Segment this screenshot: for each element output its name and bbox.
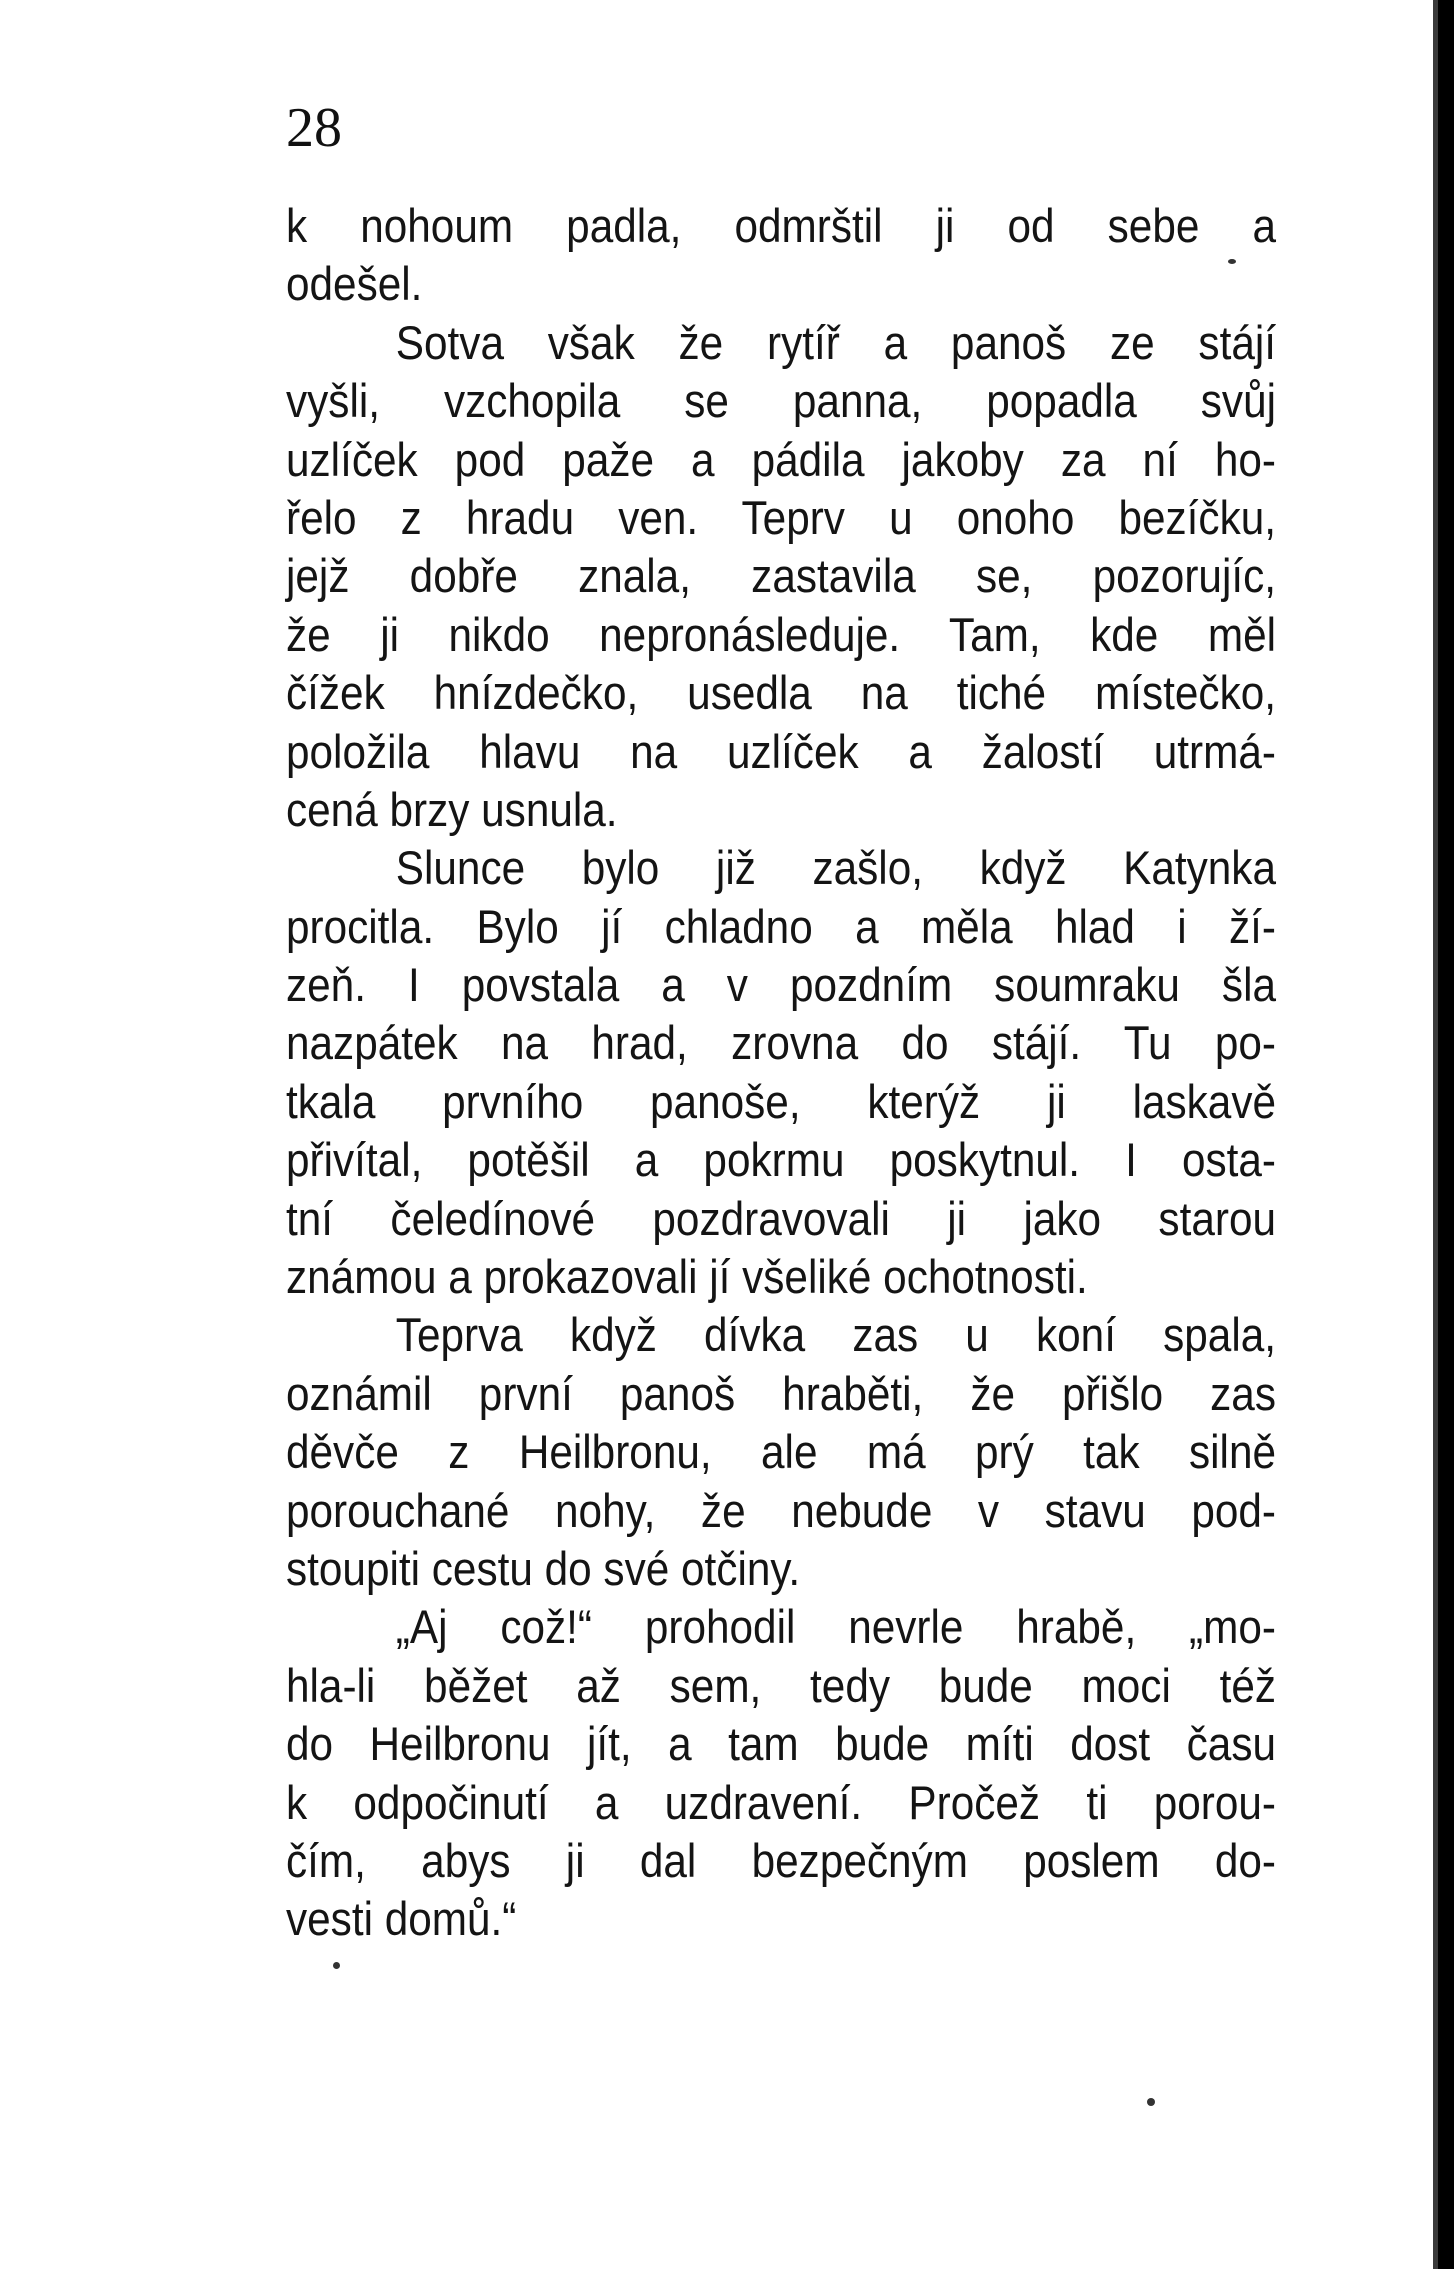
text-line: Teprva když dívka zas u koní spala, (395, 1308, 1276, 1362)
text-line: do Heilbronu jít, a tam bude míti dost času (286, 1717, 1276, 1771)
scan-border (1438, 0, 1454, 2269)
text-line: tní čeledínové pozdravovali ji jako starou (286, 1191, 1276, 1245)
text-line: že ji nikdo nepronásleduje. Tam, kde měl (286, 607, 1276, 661)
text-line: čím, abys ji dal bezpečným poslem do- (286, 1833, 1276, 1887)
text-line: nazpátek na hrad, zrovna do stájí. Tu po- (286, 1016, 1276, 1070)
text-line: řelo z hradu ven. Teprv u onoho bezíčku, (286, 490, 1276, 544)
text-line: přivítal, potěšil a pokrmu poskytnul. I osta- (286, 1133, 1276, 1187)
text-line: tkala prvního panoše, kterýž ji laskavě (286, 1074, 1276, 1128)
text-line: jejž dobře znala, zastavila se, pozorujíc, (286, 549, 1276, 603)
text-line: zeň. I povstala a v pozdním soumraku šla (286, 958, 1276, 1012)
text-line: vyšli, vzchopila se panna, popadla svůj (286, 374, 1276, 428)
text-line: Sotva však že rytíř a panoš ze stájí (395, 315, 1276, 369)
text-line: uzlíček pod paže a pádila jakoby za ní ho- (286, 432, 1276, 486)
ink-speck (1228, 259, 1236, 264)
text-line: oznámil první panoš hraběti, že přišlo zas (286, 1366, 1276, 1420)
text-line: děvče z Heilbronu, ale má prý tak silně (286, 1425, 1276, 1479)
ink-speck (333, 1962, 340, 1969)
text-line: „Aj což!“ prohodil nevrle hrabě, „mo- (395, 1600, 1276, 1654)
ink-speck (1147, 2098, 1155, 2106)
text-line: Slunce bylo již zašlo, když Katynka (395, 841, 1276, 895)
text-line: odešel. (286, 257, 423, 311)
text-line: hla-li běžet až sem, tedy bude moci též (286, 1658, 1276, 1712)
text-line: čížek hnízdečko, usedla na tiché místečko, (286, 666, 1276, 720)
page-number: 28 (286, 97, 342, 159)
text-line: porouchané nohy, že nebude v stavu pod- (286, 1483, 1276, 1537)
text-line: k nohoum padla, odmrštil ji od sebe a (286, 199, 1276, 252)
text-line: procitla. Bylo jí chladno a měla hlad i ží- (286, 899, 1276, 953)
text-line: k odpočinutí a uzdravení. Pročež ti porou- (286, 1775, 1276, 1829)
body-text (286, 197, 1276, 1949)
text-line: známou a prokazovali jí všeliké ochotnosti. (286, 1250, 1088, 1304)
text-line: vesti domů.“ (286, 1892, 517, 1946)
text-line: stoupiti cestu do své otčiny. (286, 1541, 801, 1595)
text-line: cená brzy usnula. (286, 782, 618, 836)
text-line: položila hlavu na uzlíček a žalostí utrmá- (286, 724, 1276, 778)
